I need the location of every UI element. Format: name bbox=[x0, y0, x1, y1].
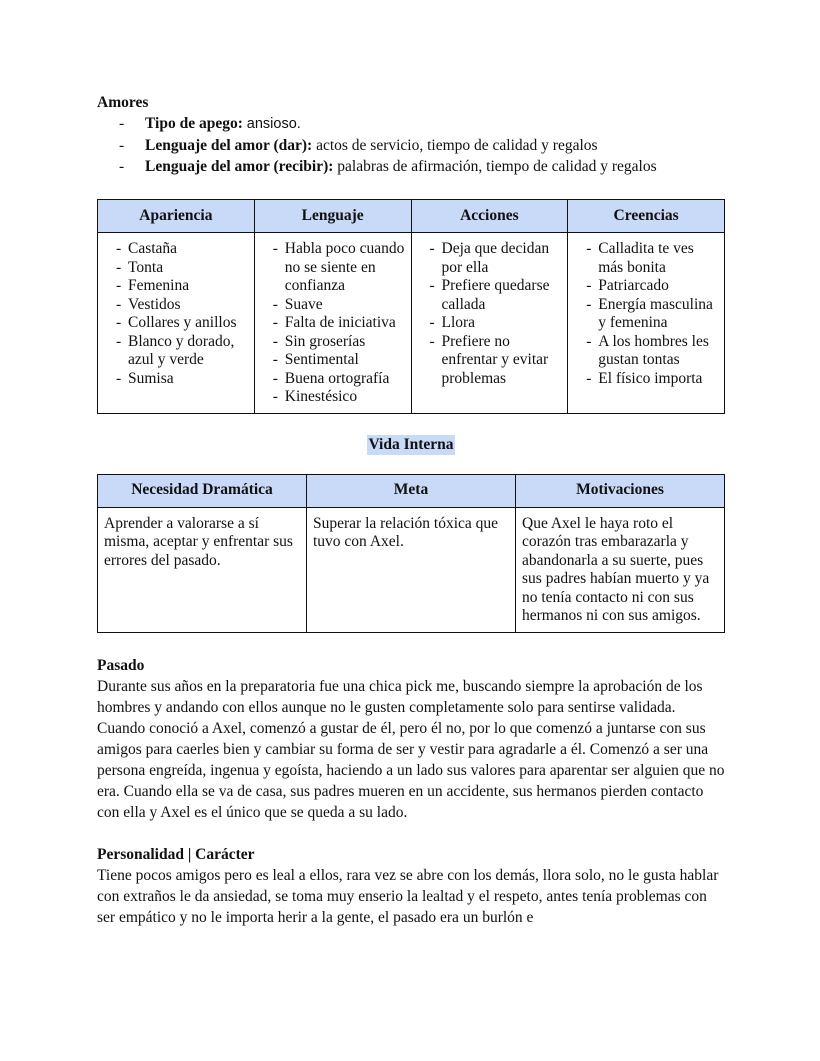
list-item: - Prefiere no enfrentar y evitar problemas bbox=[429, 332, 549, 387]
list-item: - Sentimental bbox=[272, 351, 359, 368]
table-header-lenguaje: Lenguaje bbox=[254, 200, 411, 233]
list-item: - Suave bbox=[272, 295, 323, 313]
item-value: actos de servicio, tiempo de calidad y regalos bbox=[316, 137, 598, 154]
list-item: - Vestidos bbox=[116, 295, 181, 313]
vida-interna-title: Vida Interna bbox=[368, 435, 454, 453]
necesidad-cell: Aprender a valorarse a sí misma, aceptar y enfrentar sus errores del pasado. bbox=[98, 507, 307, 632]
pasado-heading: Pasado bbox=[97, 656, 145, 674]
item-value: ansioso. bbox=[246, 116, 301, 132]
apariencia-cell bbox=[98, 233, 255, 414]
table-header-acciones: Acciones bbox=[411, 200, 568, 233]
table-header-apariencia: Apariencia bbox=[98, 200, 255, 233]
list-item: - El físico importa bbox=[586, 369, 703, 387]
list-item: - Llora bbox=[429, 314, 476, 331]
amores-list bbox=[97, 113, 725, 177]
item-value: palabras de afirmación, tiempo de calidad y regalos bbox=[337, 158, 657, 175]
personalidad-paragraph: Tiene pocos amigos pero es leal a ellos, rara vez se abre con los demás, llora solo, no le gusta hablar con extraños le da ansiedad, se toma muy enserio la lealtad y el respeto, antes tenía problemas con ser empático y no le importa herir a la gente, el pasado era un burlón e bbox=[97, 866, 719, 926]
list-item: - Femenina bbox=[116, 277, 190, 294]
list-item: - Lenguaje del amor (recibir): palabras de afirmación, tiempo de calidad y regalos bbox=[119, 158, 657, 175]
personalidad-heading: Personalidad | Carácter bbox=[97, 845, 255, 863]
acciones-cell bbox=[411, 233, 568, 414]
list-item: - A los hombres les gustan tontas bbox=[586, 332, 709, 368]
creencias-cell bbox=[568, 233, 725, 414]
pasado-paragraph: Durante sus años en la preparatoria fue una chica pick me, buscando siempre la aprobación de los hombres y andando con ellos aunque no le gusten completamente solo para sentirse validada. Cuando conoció a Axel, comenzó a gustar de él, pero él no, por lo que comenzó a juntarse con sus amigos para caerles bien y cambiar su forma de ser y vestir para agradarle a él. Comenzó a ser una persona engreída, ingenua y egoísta, haciendo a un lado sus valores para aparentar ser alguien que no era. Cuando ella se va de casa, sus padres mueren en un accidente, sus hermanos pierden contacto con ella y Axel es el único que se queda a su lado. bbox=[97, 677, 725, 821]
list-item: - Tonta bbox=[116, 258, 164, 276]
table-header-necesidad: Necesidad Dramática bbox=[98, 474, 307, 507]
vida-interna-table bbox=[97, 474, 725, 633]
list-item: - Tipo de apego: ansioso. bbox=[119, 115, 301, 132]
list-item: - Habla poco cuando no se siente en confianza bbox=[272, 240, 405, 294]
item-label: Tipo de apego: bbox=[145, 115, 243, 132]
list-item: - Sin groserías bbox=[272, 332, 366, 350]
item-label: Lenguaje del amor (dar): bbox=[145, 137, 313, 154]
meta-cell: Superar la relación tóxica que tuvo con Axel. bbox=[307, 507, 516, 632]
list-item: - Collares y anillos bbox=[116, 314, 237, 331]
list-item: - Patriarcado bbox=[586, 277, 669, 294]
list-item: - Sumisa bbox=[116, 369, 174, 387]
list-item: - Blanco y dorado, azul y verde bbox=[116, 332, 235, 368]
table-header-creencias: Creencias bbox=[568, 200, 725, 233]
amores-heading: Amores bbox=[97, 94, 149, 111]
table-header-motivaciones: Motivaciones bbox=[516, 474, 725, 507]
list-item: - Lenguaje del amor (dar): actos de servicio, tiempo de calidad y regalos bbox=[119, 137, 598, 154]
traits-table bbox=[97, 199, 725, 414]
list-item: - Kinestésico bbox=[272, 388, 358, 405]
list-item: - Deja que decidan por ella bbox=[429, 240, 550, 276]
lenguaje-cell bbox=[254, 233, 411, 414]
list-item: - Calladita te ves más bonita bbox=[586, 240, 694, 276]
list-item: - Castaña bbox=[116, 240, 178, 257]
table-header-meta: Meta bbox=[307, 474, 516, 507]
list-item: - Buena ortografía bbox=[272, 369, 390, 387]
list-item: - Prefiere quedarse callada bbox=[429, 277, 550, 313]
item-label: Lenguaje del amor (recibir): bbox=[145, 158, 334, 175]
list-item: - Energía masculina y femenina bbox=[586, 295, 713, 331]
document-page bbox=[97, 92, 725, 928]
list-item: - Falta de iniciativa bbox=[272, 314, 396, 331]
motivaciones-cell: Que Axel le haya roto el corazón tras embarazarla y abandonarla a su suerte, pues sus padres habían muerto y ya no tenía contacto ni con sus hermanos ni con sus amigos. bbox=[516, 507, 725, 632]
